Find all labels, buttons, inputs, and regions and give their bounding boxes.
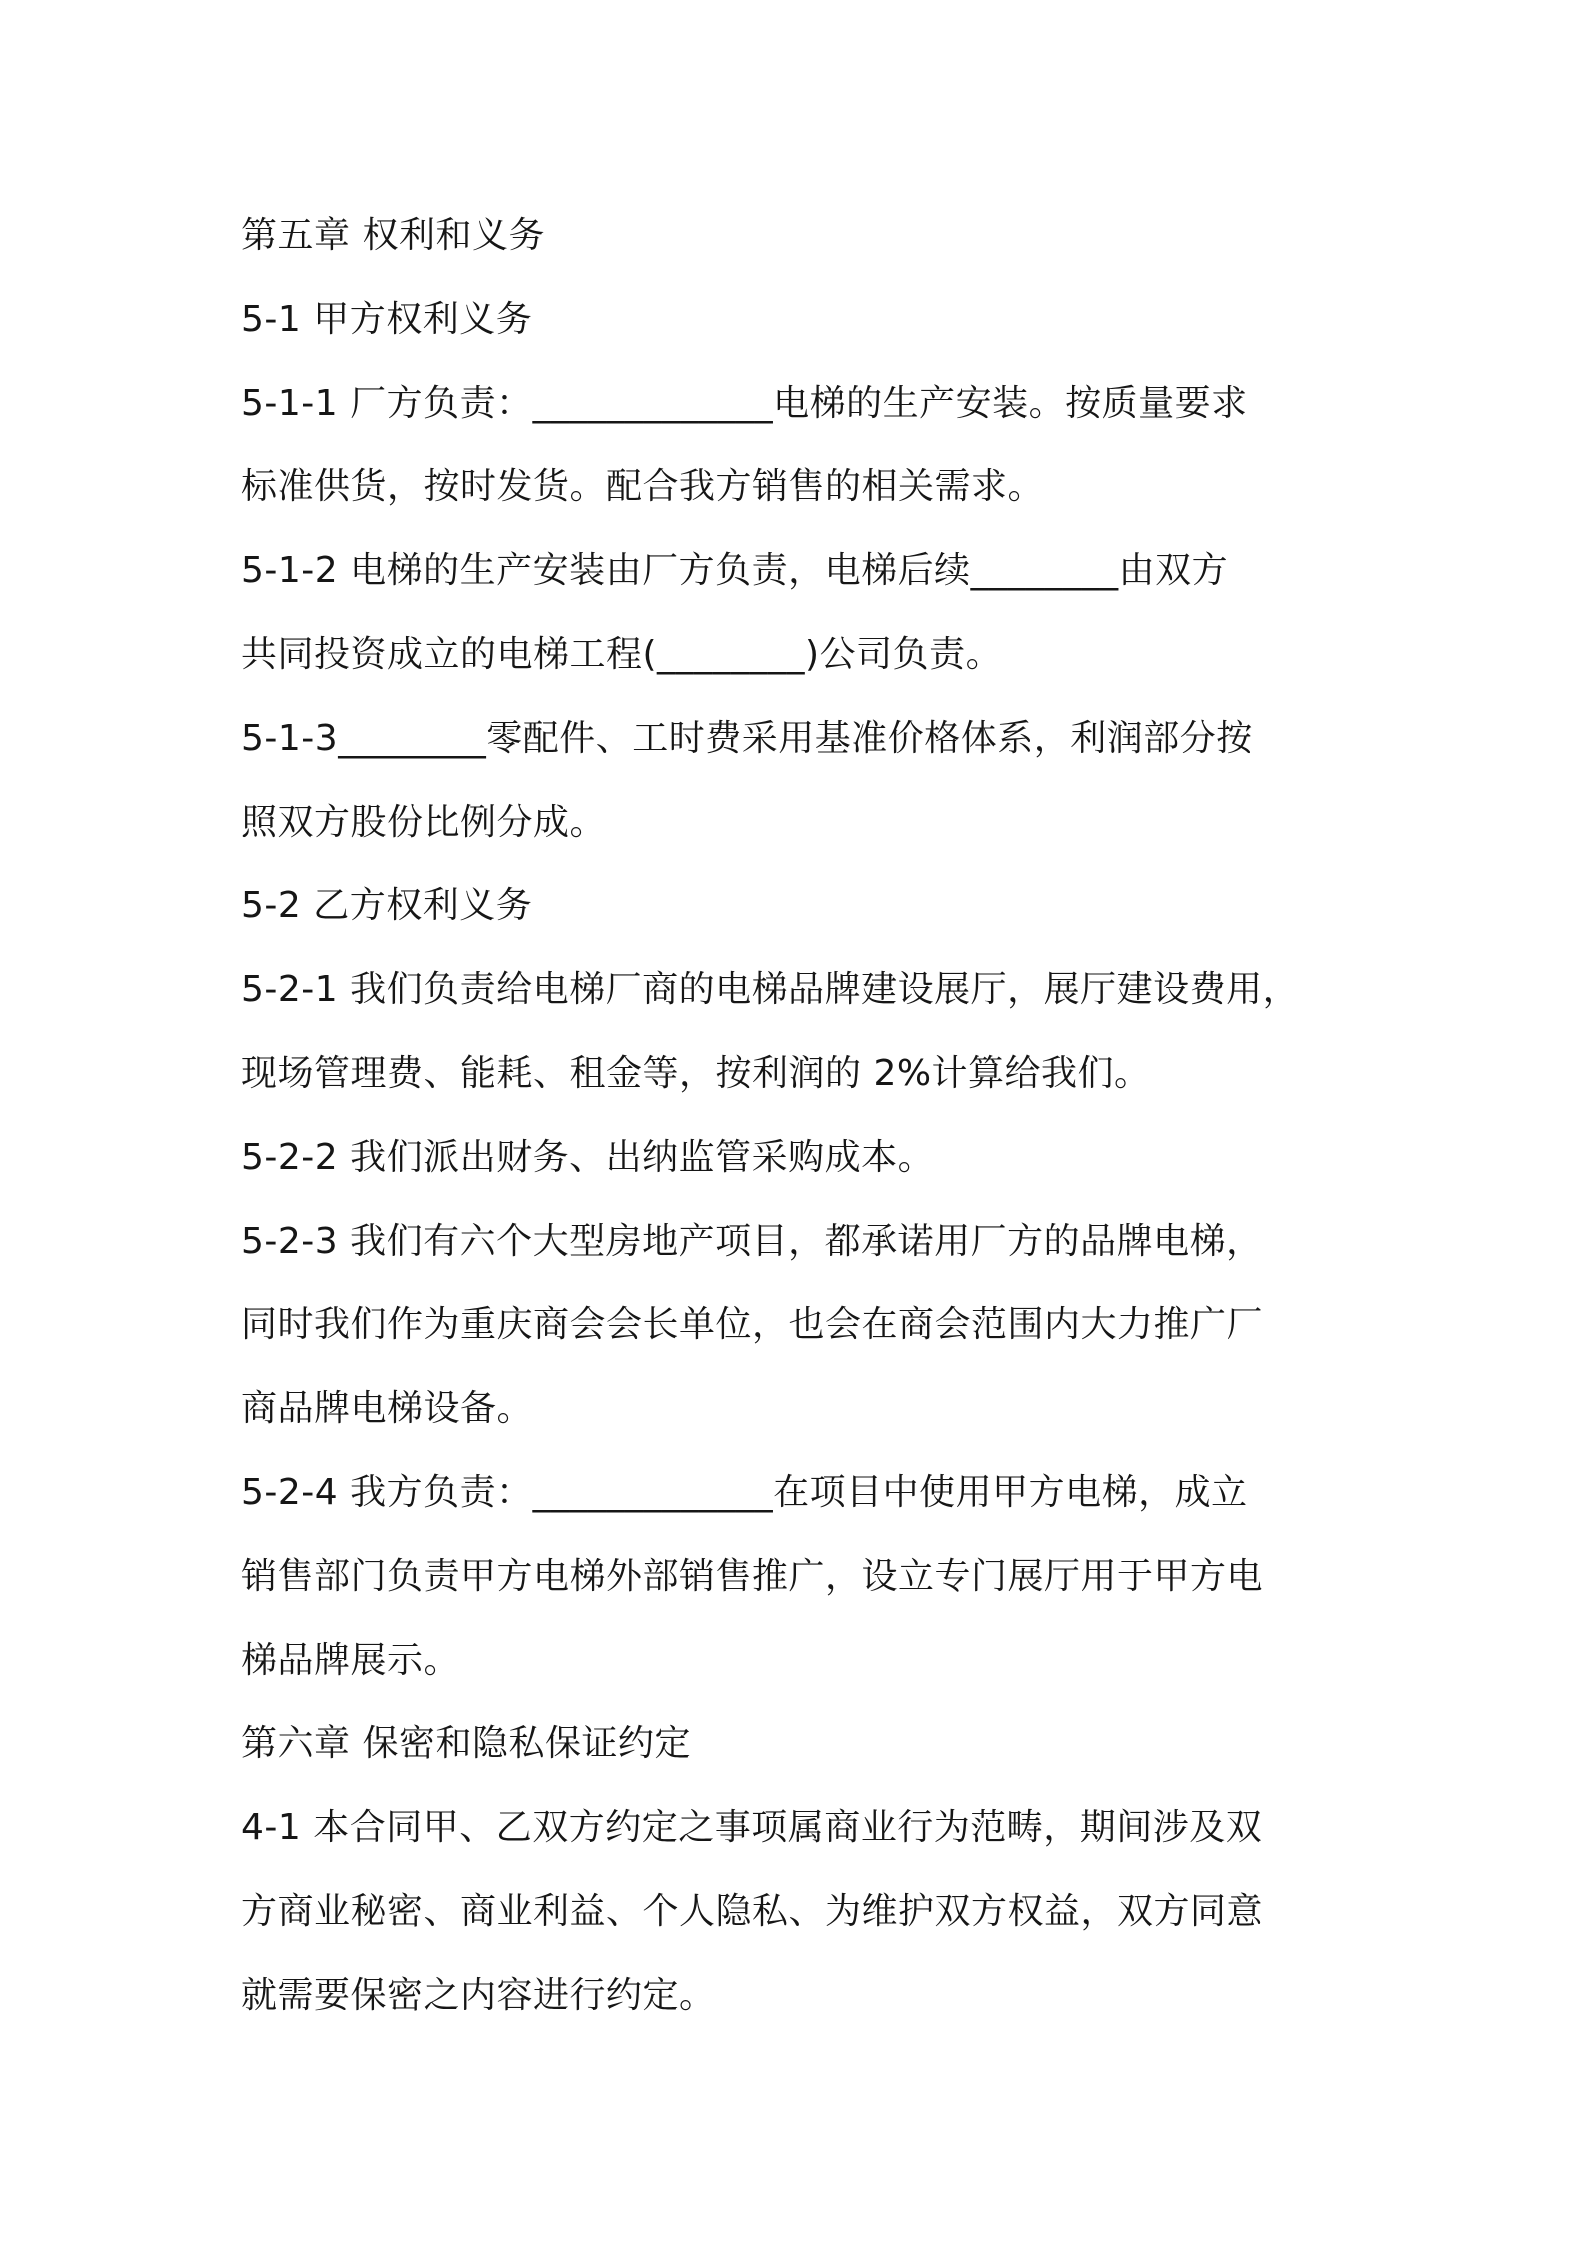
- chapter-6-heading: 第六章 保密和隐私保证约定: [241, 1723, 691, 1765]
- document-body: [241, 194, 1361, 2038]
- clause-5-1-2-line-1: 5-1-2 电梯的生产安装由厂方负责，电梯后续________由双方: [241, 550, 1229, 592]
- clause-5-2-1-line-2: 现场管理费、能耗、租金等，按利润的 2%计算给我们。: [241, 1052, 1151, 1094]
- clause-5-1-1-line-2: 标准供货，按时发货。配合我方销售的相关需求。: [241, 466, 1045, 508]
- clause-5-1-1-line-1: 5-1-1 厂方负责：_____________电梯的生产安装。按质量要求: [241, 382, 1248, 424]
- clause-4-1-line-3: 就需要保密之内容进行约定。: [241, 1974, 716, 2016]
- clause-5-2-4-line-2: 销售部门负责甲方电梯外部销售推广，设立专门展厅用于甲方电: [241, 1555, 1264, 1597]
- clause-5-2-3-line-2: 同时我们作为重庆商会会长单位，也会在商会范围内大力推广厂: [241, 1304, 1264, 1346]
- section-5-2-heading: 5-2 乙方权利义务: [241, 885, 533, 927]
- clause-5-1-3-line-1: 5-1-3________零配件、工时费采用基准价格体系，利润部分按: [241, 717, 1253, 759]
- clause-5-2-1-line-1: 5-2-1 我们负责给电梯厂商的电梯品牌建设展厅，展厅建设费用，: [241, 969, 1300, 1011]
- clause-5-1-3-line-2: 照双方股份比例分成。: [241, 801, 607, 843]
- chapter-5-heading: 第五章 权利和义务: [241, 215, 545, 256]
- clause-4-1-line-1: 4-1 本合同甲、乙双方约定之事项属商业行为范畴，期间涉及双: [241, 1807, 1263, 1849]
- clause-5-2-3-line-1: 5-2-3 我们有六个大型房地产项目，都承诺用厂方的品牌电梯，: [241, 1220, 1263, 1262]
- section-5-1-heading: 5-1 甲方权利义务: [241, 298, 533, 340]
- clause-5-2-4-line-3: 梯品牌展示。: [241, 1639, 461, 1681]
- clause-5-1-2-line-2: 共同投资成立的电梯工程(________)公司负责。: [241, 633, 1003, 675]
- clause-5-2-2-line-1: 5-2-2 我们派出财务、出纳监管采购成本。: [241, 1136, 935, 1178]
- clause-5-2-3-line-3: 商品牌电梯设备。: [241, 1388, 534, 1430]
- clause-5-2-4-line-1: 5-2-4 我方负责：_____________在项目中使用甲方电梯，成立: [241, 1471, 1248, 1513]
- clause-4-1-line-2: 方商业秘密、商业利益、个人隐私、为维护双方权益，双方同意: [241, 1890, 1264, 1932]
